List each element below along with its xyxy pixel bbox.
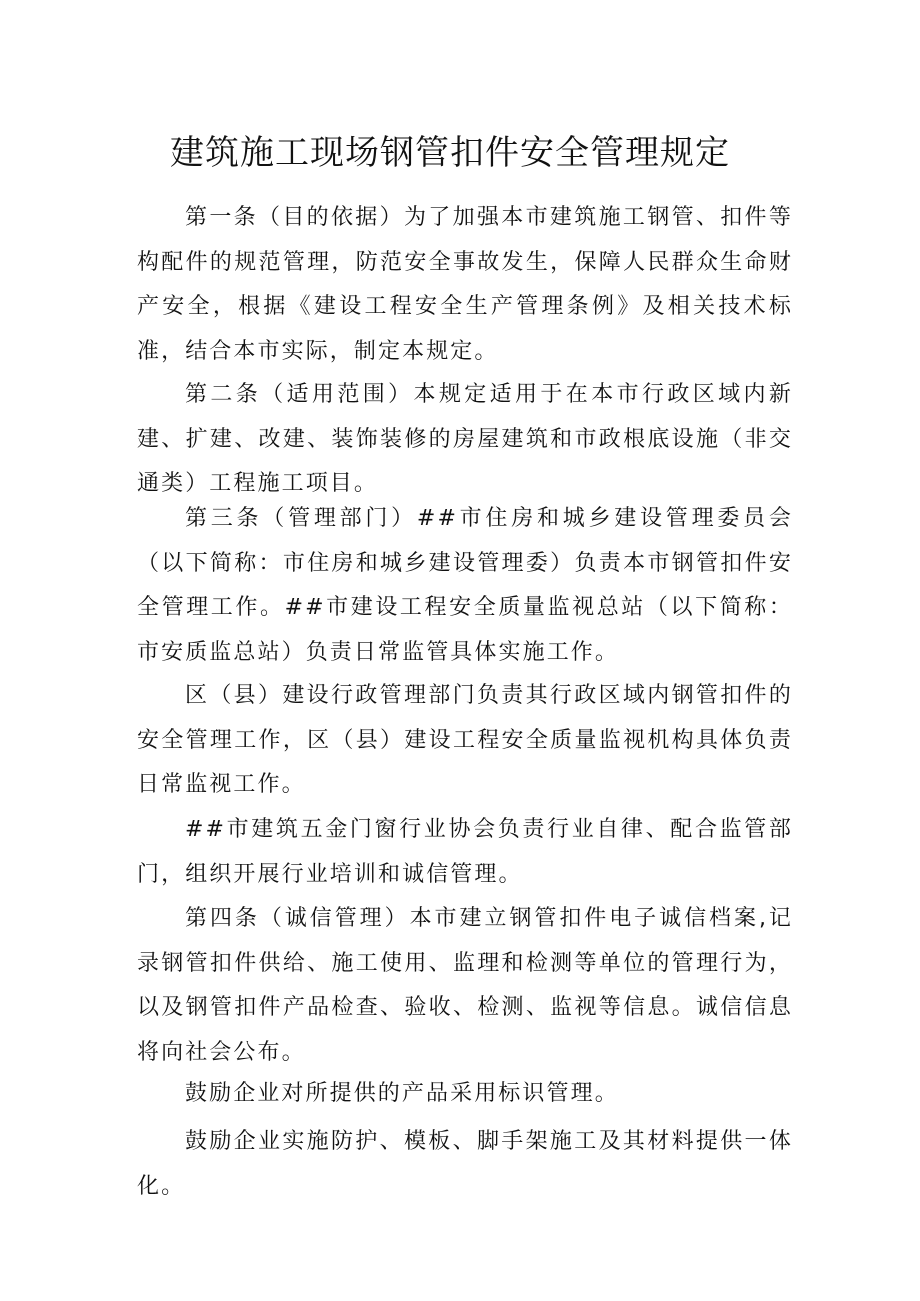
article-1-purpose: 第一条（目的依据）为了加强本市建筑施工钢管、扣件等构配件的规范管理，防范安全事故发生，保障人民群众生命财产安全，根据《建设工程安全生产管理条例》及相关技术标准，结合本市实际，制定本规定。 bbox=[137, 205, 793, 364]
document-title: 建筑施工现场钢管扣件安全管理规定 bbox=[170, 133, 730, 173]
encourage-integrated-construction: 鼓励企业实施防护、模板、脚手架施工及其材料提供一体化。 bbox=[137, 1129, 793, 1199]
article-3-management-department: 第三条（管理部门）##市住房和城乡建设管理委员会（以下简称：市住房和城乡建设管理委）负责本市钢管扣件安全管理工作。##市建设工程安全质量监视总站（以下简称：市安质监总站）负责日常监管具体实施工作。 bbox=[137, 506, 793, 665]
article-4-credit-management: 第四条（诚信管理）本市建立钢管扣件电子诚信档案,记录钢管扣件供给、施工使用、监理和检测等单位的管理行为，以及钢管扣件产品检查、验收、检测、监视等信息。诚信信息将向社会公布。 bbox=[137, 906, 793, 1065]
district-county-responsibility: 区（县）建设行政管理部门负责其行政区域内钢管扣件的安全管理工作，区（县）建设工程安全质量监视机构具体负责日常监视工作。 bbox=[137, 683, 793, 797]
encourage-product-identification: 鼓励企业对所提供的产品采用标识管理。 bbox=[185, 1081, 619, 1106]
industry-association-responsibility: ##市建筑五金门窗行业协会负责行业自律、配合监管部门，组织开展行业培训和诚信管理。 bbox=[137, 817, 793, 887]
article-2-scope: 第二条（适用范围）本规定适用于在本市行政区域内新建、扩建、改建、装饰装修的房屋建筑和市政根底设施（非交通类）工程施工项目。 bbox=[137, 382, 793, 496]
